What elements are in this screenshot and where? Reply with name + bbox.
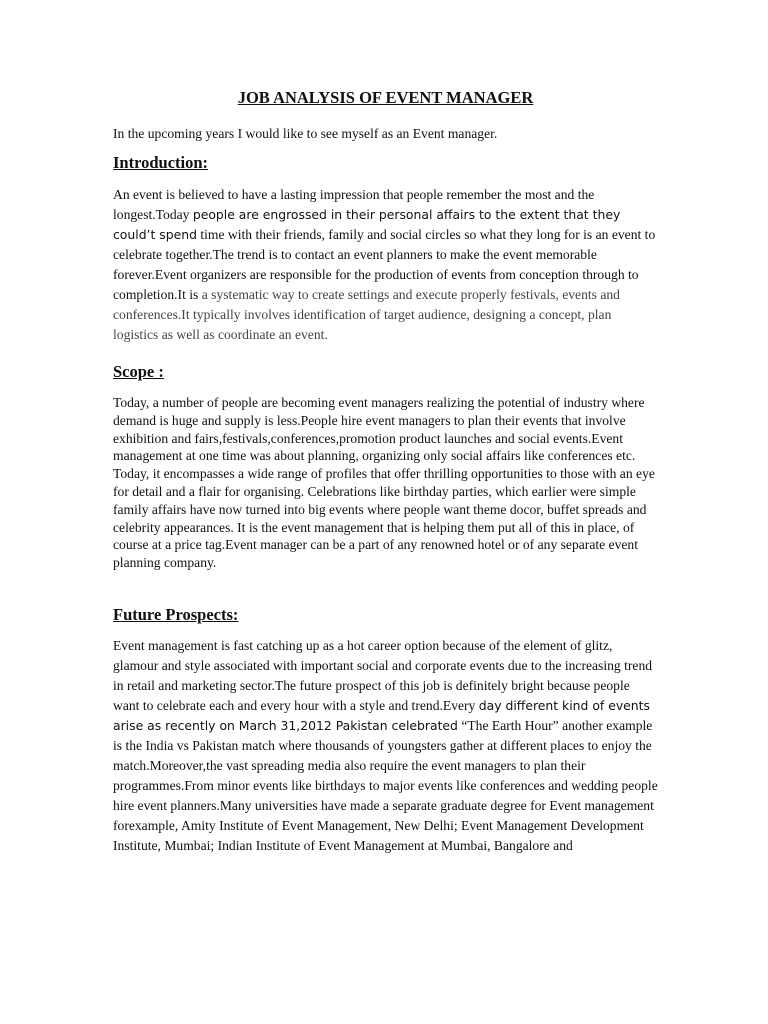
introduction-text-3: time with their friends, family and social circles so what they long for is an event to celebrate together.The trend is to contact an event planners to make the event memorable forever.Event organizers are responsible for the production of events from conception through to completion.It is [113,227,656,302]
introduction-text-4: a systematic way to create settings and execute properly festivals, events and conferences.It typically involves identification of target audience, designing a concept, plan logistics as well as coordinate an event. [113,287,620,342]
document-page [113,88,658,856]
document-title: JOB ANALYSIS OF EVENT MANAGER [237,88,534,107]
introduction-heading: Introduction: [113,153,209,172]
scope-heading: Scope : [113,362,164,381]
future-prospects-text-2: day different kind of events arise as recently on March 31,2012 Pakistan celebrated [113,697,650,733]
future-prospects-text-1: Event management is fast catching up as a hot career option because of the element of glitz, glamour and style associated with important social and corporate events due to the increasing trend in retail and marketing sector.The future prospect of this job is definitely bright because people want to celebrate each and every hour with a style and trend.Every [113,637,653,713]
scope-paragraph: Today, a number of people are becoming event managers realizing the potential of industry where demand is huge and supply is less.People hire event managers to plan their events that involve exhibition and fairs,festivals,conferences,promotion product launches and social events.Event management at one time was about planning, organizing only social affairs like conferences etc. Today, it encompasses a wide range of profiles that offer thrilling opportunities to those with an eye for detail and a flair for organising. Celebrations like birthday parties, which earlier were simple family affairs have now turned into big events where people want theme docor, buffet spreads and celebrity appearances. It is the event management that is helping them put all of this in place, of course at a price tag.Event manager can be a part of any renowned hotel or of any separate event planning company. [113,395,655,571]
future-prospects-text-3: “The Earth Hour” another example is the India vs Pakistan match where thousands of youngsters gather at different places to enjoy the match.Moreover,the vast spreading media also require the event managers to plan their programmes.From minor events like birthdays to major events like conferences and wedding people hire event planners.Many universities have made a separate graduate degree for Event management forexample, Amity Institute of Event Management, New Delhi; Event Management Development Institute, Mumbai; Indian Institute of Event Management at Mumbai, Bangalore and [113,717,658,853]
introduction-paragraph [113,185,658,345]
future-prospects-paragraph [113,636,658,856]
introduction-text-2: people are engrossed in their personal affairs to the extent that they could’t spend [113,207,621,242]
opening-line: In the upcoming years I would like to see myself as an Event manager. [113,126,498,141]
introduction-text-1: An event is believed to have a lasting impression that people remember the most and the longest.Today [113,187,595,222]
future-prospects-heading: Future Prospects: [113,604,239,624]
